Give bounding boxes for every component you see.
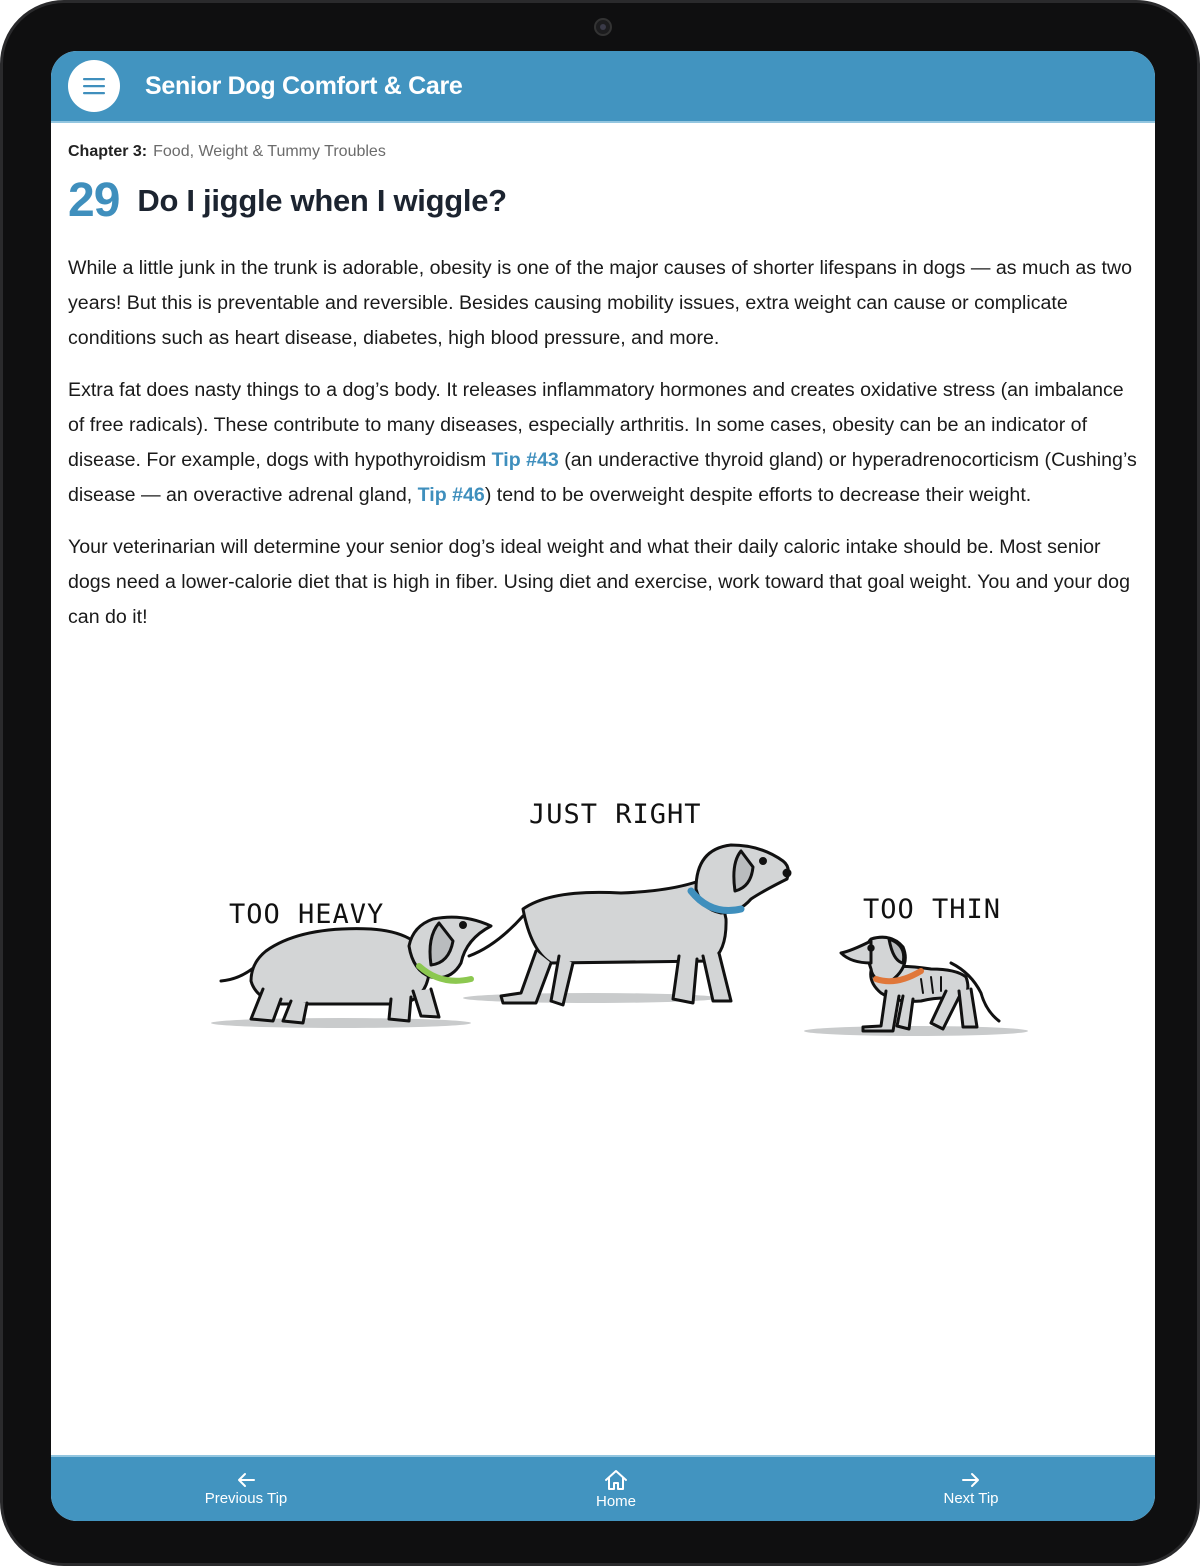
- label-too-thin: TOO THIN: [863, 894, 1002, 925]
- paragraph-2-text-c: ) tend to be overweight despite efforts to decrease their weight.: [484, 484, 1032, 506]
- tip-43-link[interactable]: Tip #43: [491, 449, 559, 471]
- bottom-navigation: [51, 1455, 1155, 1521]
- app-title: Senior Dog Comfort & Care: [145, 71, 463, 100]
- next-tip-label: Next Tip: [943, 1489, 999, 1507]
- previous-tip-button[interactable]: [156, 1457, 336, 1521]
- tip-number: 29: [68, 174, 120, 227]
- hamburger-menu-icon: [83, 77, 105, 95]
- arrow-right-icon: [961, 1472, 981, 1488]
- arrow-left-icon: [236, 1472, 256, 1488]
- chapter-name: Food, Weight & Tummy Troubles: [153, 143, 386, 160]
- paragraph-2: [68, 373, 1138, 513]
- home-icon: [604, 1469, 628, 1491]
- menu-button[interactable]: [68, 60, 120, 112]
- tip-title: Do I jiggle when I wiggle?: [137, 183, 507, 218]
- home-button[interactable]: [526, 1457, 706, 1521]
- chapter-breadcrumb: [68, 143, 1138, 161]
- label-too-heavy: TOO HEAVY: [229, 899, 385, 930]
- tip-content: [68, 121, 1138, 635]
- tip-46-link[interactable]: Tip #46: [417, 484, 485, 506]
- paragraph-3: Your veterinarian will determine your senior dog’s ideal weight and what their daily caloric intake should be. Most senior dogs need a lower-calorie diet that is high in fiber. Using diet and exercise, work toward that goal weight. You and your dog can do it!: [68, 536, 1130, 628]
- paragraph-2-text-a: Extra fat does nasty things to a dog’s body. It releases inflammatory hormones and creates oxidative stress (an imbalance of free radicals). These contribute to many diseases, especially arthritis. In some cases, obesity can be an indicator of disease. For example, dogs with hypothyroidism: [68, 379, 1124, 471]
- previous-tip-label: Previous Tip: [204, 1489, 288, 1507]
- dog-weight-illustration: [151, 741, 1051, 1101]
- paragraph-2-text-b: (an underactive thyroid gland) or hyperadrenocorticism (Cushing’s disease — an overactive adrenal gland,: [68, 449, 1137, 506]
- next-tip-button[interactable]: [881, 1457, 1061, 1521]
- ideal-dog: [469, 845, 790, 1005]
- app-screen: [51, 51, 1155, 1521]
- app-header: [51, 51, 1155, 123]
- label-just-right: JUST RIGHT: [529, 799, 702, 830]
- chapter-label: Chapter 3:: [68, 143, 148, 160]
- thin-dog: [841, 937, 999, 1031]
- tip-header: [68, 174, 1138, 227]
- front-camera: [594, 18, 612, 36]
- home-label: Home: [595, 1492, 636, 1510]
- heavy-dog: [221, 917, 491, 1023]
- paragraph-1: While a little junk in the trunk is adorable, obesity is one of the major causes of shorter lifespans in dogs — as much as two years! But this is preventable and reversible. Besides causing mobility issues, extra weight can cause or complicate conditions such as heart disease, diabetes, high blood pressure, and more.: [68, 257, 1133, 349]
